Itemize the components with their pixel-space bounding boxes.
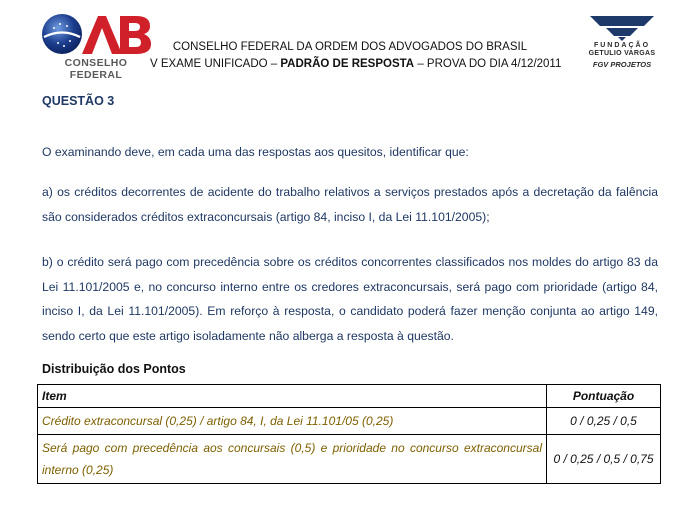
- row-points: 0 / 0,25 / 0,5 / 0,75: [547, 435, 661, 484]
- oab-logo: [40, 10, 152, 81]
- fgv-line1: FUNDAÇÃO: [593, 42, 651, 49]
- question-intro: O examinando deve, em cada uma das respostas aos quesitos, identificar que:: [42, 145, 469, 159]
- header-subtitle-bold: PADRÃO DE RESPOSTA: [280, 58, 415, 70]
- row-item: Crédito extraconcursal (0,25) / artigo 84, I, da Lei 11.101/05 (0,25): [38, 408, 547, 435]
- header-points: Pontuação: [547, 385, 661, 408]
- oab-logo-graphic: [40, 10, 152, 60]
- answer-a: a) os créditos decorrentes de acidente do trabalho relativos a serviços prestados após a decretação da falência são considerados créditos extraconcursais (artigo 84, inciso I, da Lei 11.101/2005);: [42, 185, 658, 224]
- fgv-line3: FGV PROJETOS: [592, 60, 652, 69]
- header-subtitle-suffix: – PROVA DO DIA 4/12/2011: [414, 58, 562, 70]
- table-row: [38, 435, 661, 484]
- row-item: Será pago com precedência aos concursais (0,5) e prioridade no concurso extraconcursal interno (0,25): [38, 435, 547, 484]
- header-subtitle-prefix: V EXAME UNIFICADO –: [150, 58, 281, 70]
- table-row: [38, 408, 661, 435]
- header-title: CONSELHO FEDERAL DA ORDEM DOS ADVOGADOS DO BRASIL: [172, 41, 528, 53]
- fgv-logo-graphic: [584, 14, 660, 42]
- fgv-logo: [584, 14, 660, 72]
- header-subtitle: [150, 58, 562, 70]
- oab-subtitle: CONSELHO FEDERAL: [64, 57, 128, 81]
- question-title: QUESTÃO 3: [42, 94, 115, 108]
- distribution-title: Distribuição dos Pontos: [42, 362, 186, 376]
- table-header-row: [38, 385, 661, 408]
- fgv-line2: GETULIO VARGAS: [588, 50, 656, 57]
- points-table: [37, 384, 661, 484]
- page-header: [0, 0, 700, 80]
- row-points: 0 / 0,25 / 0,5: [547, 408, 661, 435]
- answer-b: b) o crédito será pago com precedência sobre os créditos concorrentes classificados nos moldes do artigo 83 da Lei 11.101/2005 e, no concurso interno entre os credores extraconcursais, será pago com prioridade (artigo 84, inciso I, da Lei 11.101/2005). Em reforço à resposta, o candidato poderá fazer menção conjunta ao artigo 149, sendo certo que este artigo isoladamente não alberga a resposta à questão.: [42, 255, 658, 343]
- answer-content: [42, 94, 658, 343]
- header-item: Item: [38, 385, 547, 408]
